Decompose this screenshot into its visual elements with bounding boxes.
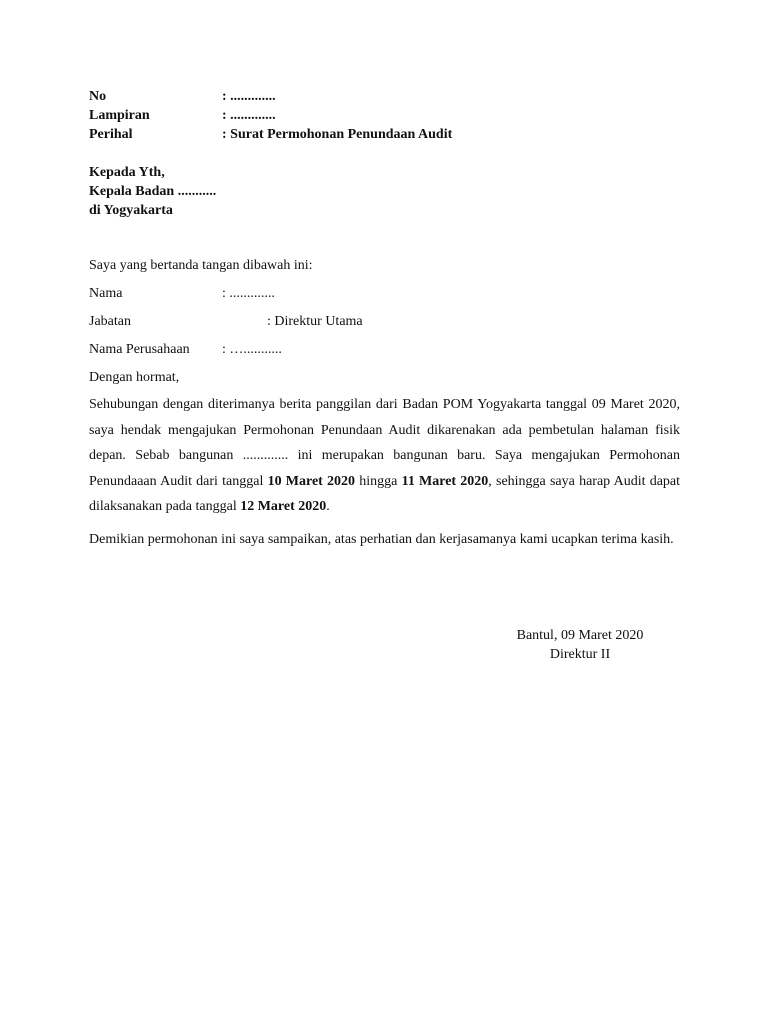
perihal-value: : Surat Permohonan Penundaan Audit [222, 127, 453, 142]
lampiran-label: Lampiran [89, 108, 150, 123]
body-p1-part-a: Sehubungan dengan diterimanya berita panggilan dari Badan POM Yogyakarta tanggal 09 Maret 2020, saya hendak mengajukan Permohonan Penundaan Audit dikarenakan ada pembetulan halaman fisik depan. Sebab bangunan ............. ini merupakan bangunan baru. Saya mengajukan Permohonan Penundaaan Audit dari tanggal [89, 397, 680, 489]
body-p1-part-d: . [326, 499, 330, 514]
body-p1-part-b: hingga [355, 473, 402, 489]
recipient-line-3: di Yogyakarta [89, 203, 173, 218]
body-paragraph-1 [89, 392, 680, 520]
no-value: : ............. [222, 89, 276, 104]
nama-value: : ............. [222, 286, 275, 301]
perusahaan-label: Nama Perusahaan [89, 342, 190, 357]
jabatan-value: : Direktur Utama [267, 314, 363, 329]
lampiran-value: : ............. [222, 108, 276, 123]
intro-text: Saya yang bertanda tangan dibawah ini: [89, 258, 313, 273]
nama-label: Nama [89, 286, 123, 301]
greeting-text: Dengan hormat, [89, 370, 180, 385]
body-p1-part-c: , sehingga saya harap Audit dapat dilaksanakan pada tanggal [89, 473, 681, 514]
recipient-line-1: Kepada Yth, [89, 165, 165, 180]
date-start: 10 Maret 2020 [267, 473, 356, 489]
date-end: 11 Maret 2020 [401, 473, 489, 489]
perihal-label: Perihal [89, 127, 133, 142]
body-paragraph-2: Demikian permohonan ini saya sampaikan, atas perhatian dan kerjasamanya kami ucapkan terima kasih. [89, 532, 674, 547]
jabatan-label: Jabatan [89, 314, 131, 329]
no-label: No [89, 89, 107, 104]
signature-place-date: Bantul, 09 Maret 2020 [516, 628, 644, 643]
recipient-line-2: Kepala Badan ........... [89, 184, 217, 199]
perusahaan-value: : …........... [222, 342, 282, 357]
date-audit: 12 Maret 2020 [240, 499, 327, 514]
signature-title: Direktur II [549, 647, 611, 662]
